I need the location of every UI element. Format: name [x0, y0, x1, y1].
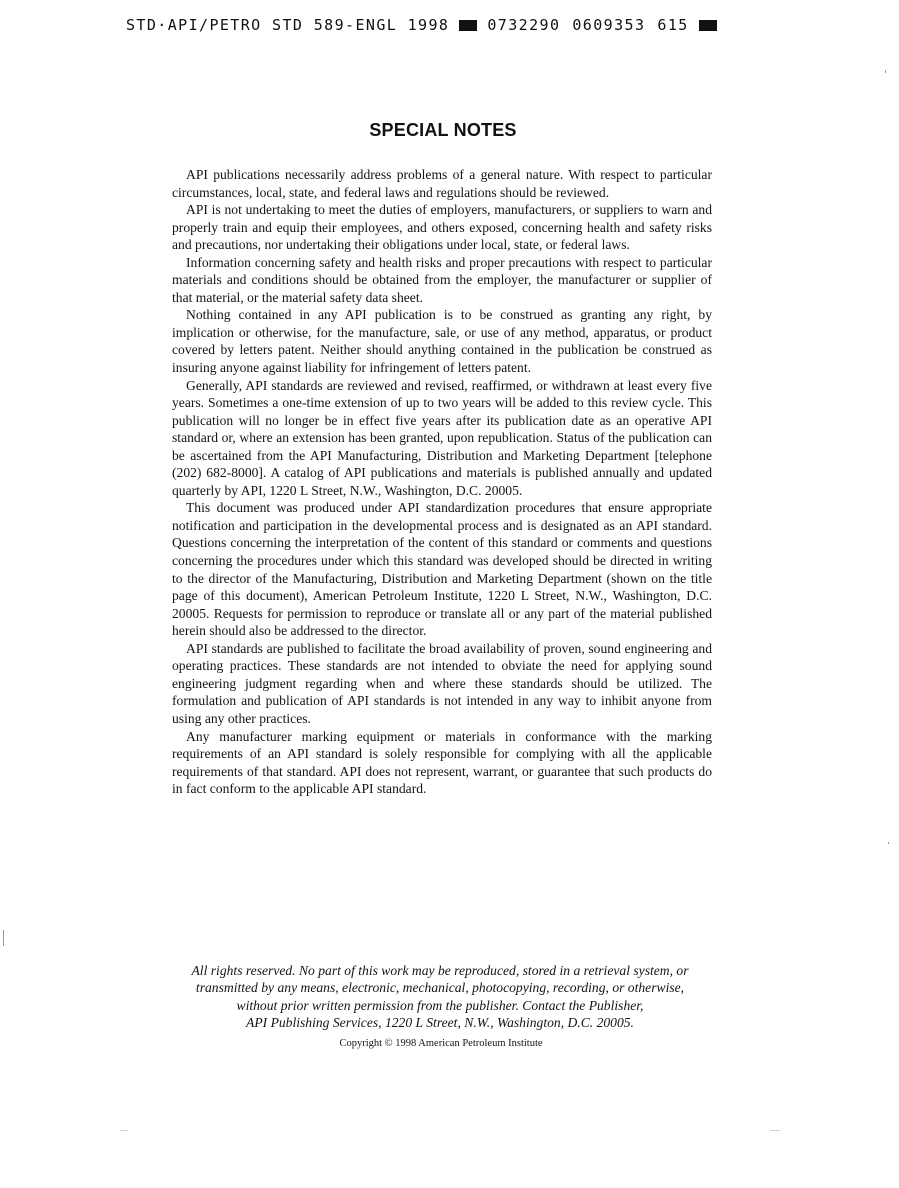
scan-artifact-bottom-left [120, 1130, 128, 1131]
paragraph-patent: Nothing contained in any API publication is to be construed as granting any right, by implication or otherwise, for the manufacture, sale, or use of any method, apparatus, or product covered by letters patent. Neither should anything contained in the publication be construed as insuring anyone against liability for infringement of letters patent. [172, 307, 712, 376]
header-barcode-1: 0732290 [487, 16, 561, 34]
rights-line: transmitted by any means, electronic, mechanical, photocopying, recording, or otherwise, [195, 980, 685, 996]
header-doc-code: STD·API/PETRO STD 589-ENGL 1998 [126, 16, 450, 34]
paragraph-general-nature: API publications necessarily address problems of a general nature. With respect to particular circumstances, local, state, and federal laws and regulations should be reviewed. [172, 167, 712, 200]
paragraph-standardization: This document was produced under API standardization procedures that ensure appropriate notification and participation in the developmental process and is designated as an API standard. Questions concerning the interpretation of the content of this standard or comments and questions concerning the procedures under which this standard was developed should be directed in writing to the director of the Manufacturing, Distribution and Marketing Department (shown on the title page of this document), American Petroleum Institute, 1220 L Street, N.W., Washington, D.C. 20005. Requests for permission to reproduce or translate all or any part of the material published herein should also be addressed to the director. [172, 500, 712, 639]
header-barcode-2: 0609353 [572, 16, 646, 34]
scan-artifact-left [3, 930, 4, 946]
copyright-line: Copyright © 1998 American Petroleum Institute [339, 1038, 543, 1049]
paragraph-duties: API is not undertaking to meet the duties of employers, manufacturers, or suppliers to warn and properly train and equip their employees, and others exposed, concerning health and safety risks and precautions, nor undertaking their obligations under local, state, or federal laws. [172, 202, 712, 253]
paragraph-review-cycle: Generally, API standards are reviewed and revised, reaffirmed, or withdrawn at least every five years. Sometimes a one-time extension of up to two years will be added to this review cycle. This publication will no longer be in effect five years after its publication date as an operative API standard or, where an extension has been granted, upon republication. Status of the publication can be ascertained from the API Manufacturing, Distribution and Marketing Department [telephone (202) 682-8000]. A catalog of API publications and materials is published annually and updated quarterly by API, 1220 L Street, N.W., Washington, D.C. 20005. [172, 377, 712, 498]
scan-artifact-right-top [885, 70, 886, 73]
paragraph-marking: Any manufacturer marking equipment or materials in conformance with the marking requirements of an API standard is solely responsible for complying with all the applicable requirements of that standard. API does not represent, warrant, or guarantee that such products do in fact conform to the applicable API standard. [172, 728, 712, 797]
scan-artifact-bottom-right [770, 1130, 780, 1131]
rights-line: All rights reserved. No part of this work may be reproduced, stored in a retrieval system, or [191, 963, 689, 978]
header-doc-code-line [126, 15, 746, 35]
barcode-end-block [699, 20, 717, 31]
rights-line: API Publishing Services, 1220 L Street, N.W., Washington, D.C. 20005. [246, 1015, 634, 1031]
header-barcode-3: 615 [657, 16, 689, 34]
paragraph-engineering-practices: API standards are published to facilitate the broad availability of proven, sound engineering and operating practices. These standards are not intended to obviate the need for applying sound engineering judgment regarding when and where these standards should be utilized. The formulation and publication of API standards is not intended in any way to inhibit anyone from using any other practices. [172, 640, 712, 726]
rights-line: without prior written permission from the publisher. Contact the Publisher, [236, 997, 644, 1013]
barcode-mark-block [459, 20, 477, 31]
rights-notice [160, 962, 720, 1032]
page-title: SPECIAL NOTES [369, 120, 517, 140]
scan-artifact-right-middle [888, 842, 889, 844]
paragraph-safety-information: Information concerning safety and health risks and proper precautions with respect to particular materials and conditions should be obtained from the employer, the manufacturer or supplier of that material, or the material safety data sheet. [172, 254, 712, 305]
special-notes-body [172, 166, 712, 798]
